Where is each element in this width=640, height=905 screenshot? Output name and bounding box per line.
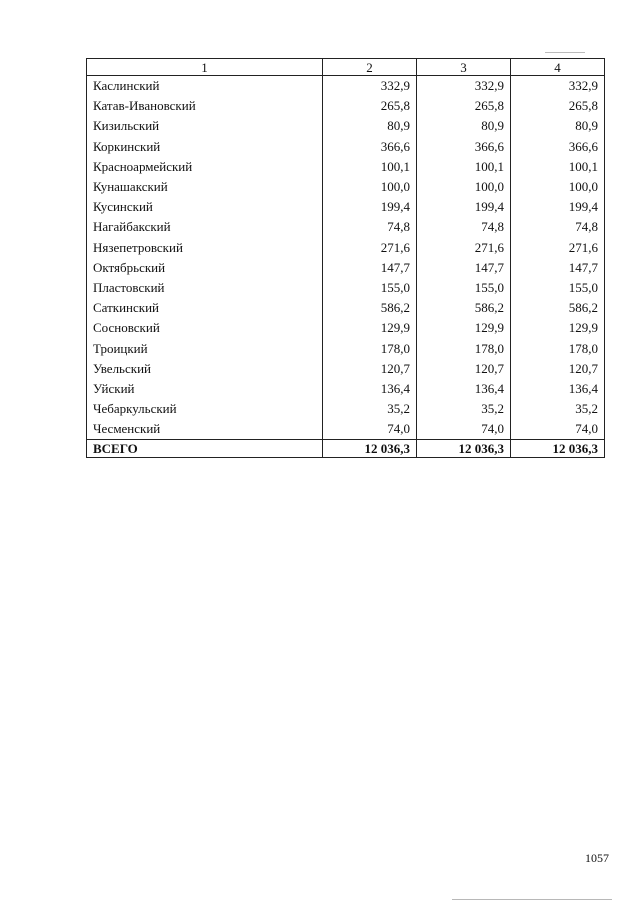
scan-artifact-line — [452, 899, 612, 900]
value-col-3: 74,8 — [417, 217, 511, 237]
district-name: Пластовский — [87, 278, 323, 298]
value-col-4: 136,4 — [511, 379, 605, 399]
table-row — [87, 399, 605, 419]
table-row — [87, 197, 605, 217]
district-name: Катав-Ивановский — [87, 96, 323, 116]
value-col-3: 136,4 — [417, 379, 511, 399]
table-row — [87, 137, 605, 157]
district-name: Каслинский — [87, 76, 323, 97]
table-total-row — [87, 440, 605, 458]
value-col-3: 120,7 — [417, 359, 511, 379]
table-row — [87, 298, 605, 318]
value-col-2: 271,6 — [323, 238, 417, 258]
table-row — [87, 258, 605, 278]
value-col-3: 178,0 — [417, 338, 511, 358]
value-col-4: 35,2 — [511, 399, 605, 419]
value-col-3: 80,9 — [417, 116, 511, 136]
value-col-2: 155,0 — [323, 278, 417, 298]
value-col-2: 74,8 — [323, 217, 417, 237]
value-col-2: 80,9 — [323, 116, 417, 136]
value-col-3: 100,1 — [417, 157, 511, 177]
district-name: Кизильский — [87, 116, 323, 136]
table-row — [87, 76, 605, 97]
value-col-4: 100,0 — [511, 177, 605, 197]
value-col-4: 120,7 — [511, 359, 605, 379]
table-row — [87, 419, 605, 440]
value-col-3: 265,8 — [417, 96, 511, 116]
table-row — [87, 318, 605, 338]
value-col-3: 100,0 — [417, 177, 511, 197]
district-name: Саткинский — [87, 298, 323, 318]
table-row — [87, 238, 605, 258]
value-col-2: 199,4 — [323, 197, 417, 217]
value-col-4: 100,1 — [511, 157, 605, 177]
value-col-4: 586,2 — [511, 298, 605, 318]
scan-artifact-line — [545, 52, 585, 53]
table-row — [87, 278, 605, 298]
value-col-4: 80,9 — [511, 116, 605, 136]
column-header: 1 — [87, 59, 323, 76]
table-row — [87, 157, 605, 177]
value-col-2: 586,2 — [323, 298, 417, 318]
district-name: Красноармейский — [87, 157, 323, 177]
column-header: 3 — [417, 59, 511, 76]
value-col-2: 74,0 — [323, 419, 417, 440]
total-value: 12 036,3 — [417, 440, 511, 458]
value-col-4: 199,4 — [511, 197, 605, 217]
value-col-3: 155,0 — [417, 278, 511, 298]
district-name: Троицкий — [87, 338, 323, 358]
value-col-3: 366,6 — [417, 137, 511, 157]
table-body — [87, 76, 605, 440]
value-col-2: 366,6 — [323, 137, 417, 157]
value-col-4: 155,0 — [511, 278, 605, 298]
district-name: Коркинский — [87, 137, 323, 157]
total-value: 12 036,3 — [323, 440, 417, 458]
value-col-4: 332,9 — [511, 76, 605, 97]
value-col-4: 178,0 — [511, 338, 605, 358]
table-row — [87, 379, 605, 399]
district-name: Кусинский — [87, 197, 323, 217]
total-value: 12 036,3 — [511, 440, 605, 458]
value-col-3: 129,9 — [417, 318, 511, 338]
district-name: Увельский — [87, 359, 323, 379]
column-header: 4 — [511, 59, 605, 76]
value-col-4: 74,0 — [511, 419, 605, 440]
value-col-2: 332,9 — [323, 76, 417, 97]
district-name: Чебаркульский — [87, 399, 323, 419]
value-col-2: 120,7 — [323, 359, 417, 379]
value-col-2: 129,9 — [323, 318, 417, 338]
value-col-3: 35,2 — [417, 399, 511, 419]
value-col-4: 271,6 — [511, 238, 605, 258]
value-col-3: 147,7 — [417, 258, 511, 278]
value-col-2: 147,7 — [323, 258, 417, 278]
district-name: Уйский — [87, 379, 323, 399]
table-row — [87, 338, 605, 358]
value-col-3: 74,0 — [417, 419, 511, 440]
district-name: Октябрьский — [87, 258, 323, 278]
table-row — [87, 217, 605, 237]
value-col-3: 271,6 — [417, 238, 511, 258]
table-row — [87, 359, 605, 379]
district-name: Нязепетровский — [87, 238, 323, 258]
district-name: Нагайбакский — [87, 217, 323, 237]
value-col-3: 332,9 — [417, 76, 511, 97]
value-col-2: 265,8 — [323, 96, 417, 116]
value-col-3: 586,2 — [417, 298, 511, 318]
value-col-2: 35,2 — [323, 399, 417, 419]
table-row — [87, 177, 605, 197]
value-col-2: 100,1 — [323, 157, 417, 177]
page-number: 1057 — [585, 851, 609, 865]
value-col-2: 178,0 — [323, 338, 417, 358]
value-col-4: 129,9 — [511, 318, 605, 338]
district-name: Чесменский — [87, 419, 323, 440]
column-header: 2 — [323, 59, 417, 76]
table-header-row — [87, 59, 605, 76]
table-row — [87, 116, 605, 136]
value-col-4: 74,8 — [511, 217, 605, 237]
table-row — [87, 96, 605, 116]
value-col-2: 100,0 — [323, 177, 417, 197]
total-label: ВСЕГО — [87, 440, 323, 458]
district-name: Кунашакский — [87, 177, 323, 197]
value-col-3: 199,4 — [417, 197, 511, 217]
value-col-4: 147,7 — [511, 258, 605, 278]
value-col-4: 265,8 — [511, 96, 605, 116]
value-col-2: 136,4 — [323, 379, 417, 399]
district-name: Сосновский — [87, 318, 323, 338]
value-col-4: 366,6 — [511, 137, 605, 157]
data-table — [86, 58, 605, 458]
